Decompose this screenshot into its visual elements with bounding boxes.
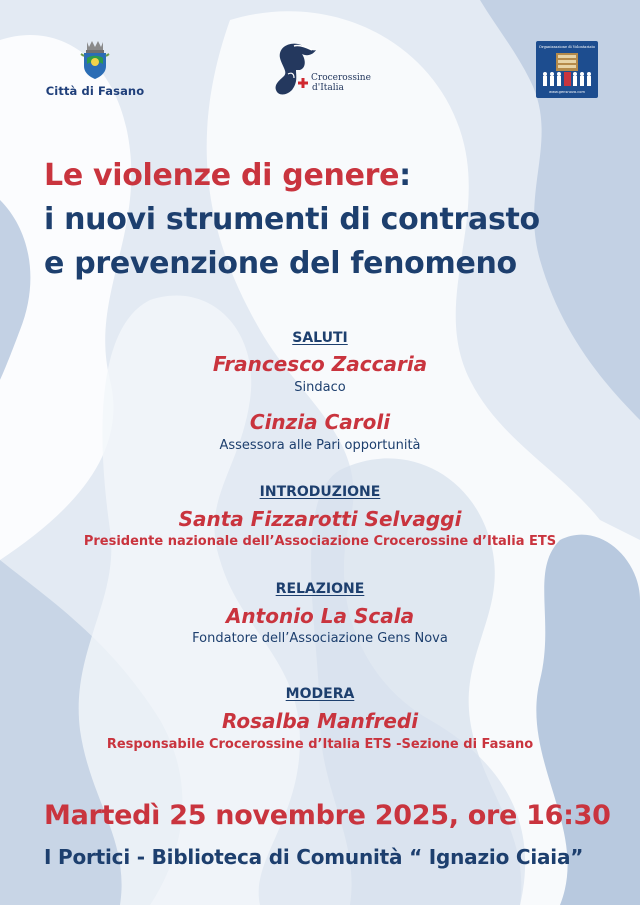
- introduzione-heading: INTRODUZIONE: [259, 484, 381, 500]
- saluti-heading: SALUTI: [292, 330, 348, 346]
- fasano-label: Città di Fasano: [45, 84, 145, 98]
- event-venue: I Portici - Biblioteca di Comunità “ Ignazio Ciaia”: [44, 845, 584, 869]
- modera-heading: MODERA: [285, 686, 355, 702]
- speaker-name: Antonio La Scala: [225, 604, 415, 628]
- speaker-role: Sindaco: [294, 380, 346, 395]
- title-line-3: e prevenzione del fenomeno: [44, 246, 517, 281]
- speaker-role: Fondatore dell’Associazione Gens Nova: [192, 631, 448, 646]
- fasano-logo: [40, 40, 150, 98]
- crocerossine-line2: d'Italia: [312, 83, 344, 93]
- speaker-role: Responsabile Crocerossine d’Italia ETS -Sezione di Fasano: [106, 737, 534, 752]
- speaker-name: Cinzia Caroli: [249, 410, 391, 434]
- speaker-name: Rosalba Manfredi: [221, 709, 419, 733]
- event-date: Martedì 25 novembre 2025, ore 16:30: [44, 800, 611, 831]
- speaker-name: Santa Fizzarotti Selvaggi: [178, 507, 462, 531]
- event-title: [44, 154, 614, 286]
- speaker-role: Assessora alle Pari opportunità: [219, 438, 421, 453]
- red-cross-icon: [298, 78, 308, 88]
- crocerossine-line1: Crocerossine: [311, 73, 371, 83]
- gens-nova-subtitle: Organizzazione di Volontariato: [538, 45, 596, 49]
- title-highlight: Le violenze di genere: [44, 158, 400, 193]
- fasano-crest-icon: [78, 40, 112, 80]
- speaker-role: Presidente nazionale dell’Associazione Crocerossine d’Italia ETS: [83, 534, 557, 549]
- title-line-1: [44, 154, 614, 198]
- title-line-2: i nuovi strumenti di contrasto: [44, 202, 540, 237]
- title-colon: :: [399, 158, 411, 193]
- crocerossine-logo: [272, 40, 372, 102]
- crocerossine-wordmark: [311, 73, 371, 93]
- gens-nova-website: www.gensnova.com: [549, 90, 585, 94]
- relazione-heading: RELAZIONE: [275, 581, 365, 597]
- speaker-name: Francesco Zaccaria: [212, 352, 428, 376]
- gens-nova-logo: [536, 41, 598, 98]
